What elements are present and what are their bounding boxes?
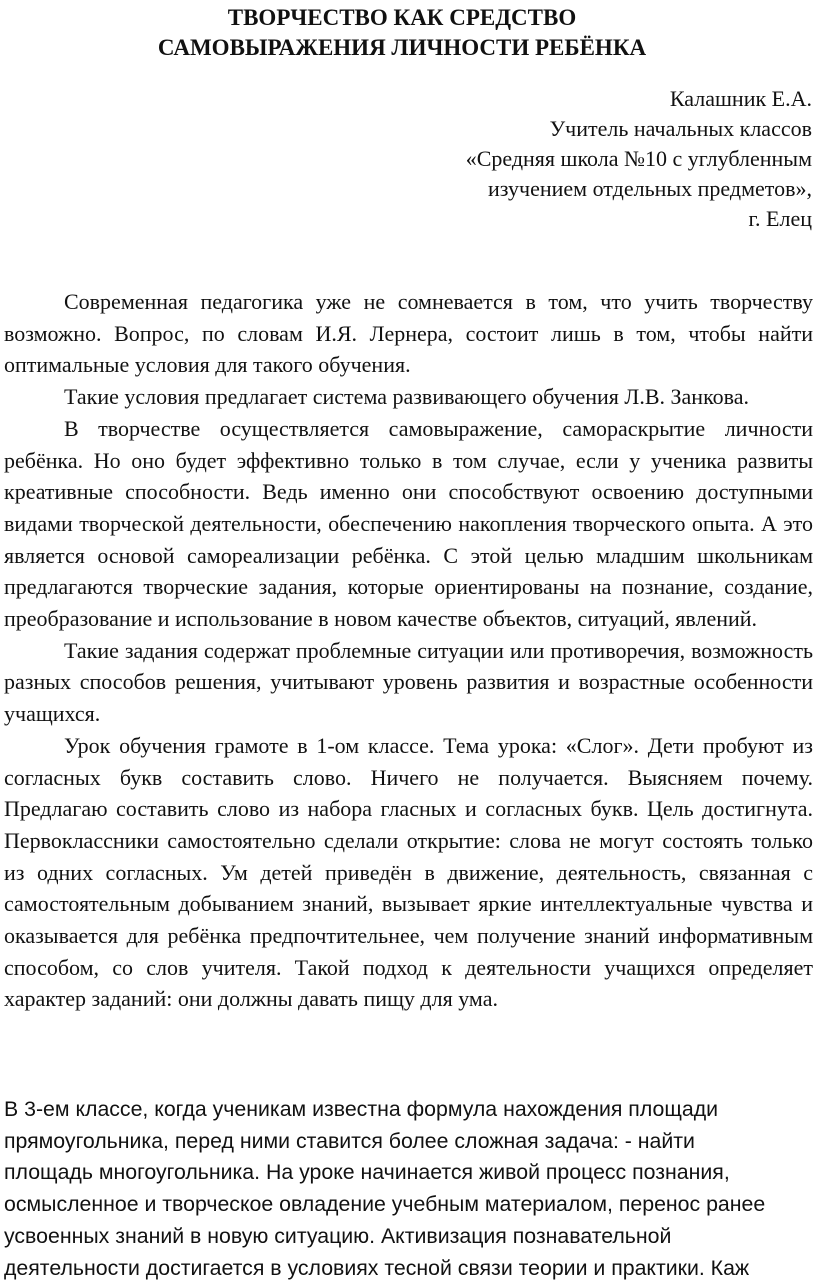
author-school-line-1: «Средняя школа №10 с углубленным bbox=[465, 146, 812, 171]
paragraph-4: Такие задания содержат проблемные ситуации или противоречия, возможность разных способов решения, учитывают уровень развития и возрастные особенности учащихся. bbox=[4, 637, 813, 727]
author-city: г. Елец bbox=[748, 206, 812, 231]
final-line-4: осмысленное и творческое овладение учебным материалом, перенос ранее bbox=[4, 1192, 766, 1217]
paragraph-2: Такие условия предлагает система развивающего обучения Л.В. Занкова. bbox=[64, 384, 750, 410]
author-block bbox=[252, 84, 812, 234]
author-name: Калашник Е.А. bbox=[669, 86, 812, 111]
title-line-2: САМОВЫРАЖЕНИЯ ЛИЧНОСТИ РЕБЁНКА bbox=[157, 35, 647, 60]
author-school-line-2: изучением отдельных предметов», bbox=[488, 176, 812, 201]
final-line-6: деятельности достигается в условиях тесной связи теории и практики. Каж bbox=[4, 1255, 750, 1280]
author-position: Учитель начальных классов bbox=[549, 116, 812, 141]
final-line-1: В 3-ем классе, когда ученикам известна формула нахождения площади bbox=[4, 1097, 719, 1121]
article-body bbox=[4, 286, 813, 1015]
paragraph-3: В творчестве осуществляется самовыражение, самораскрытие личности ребёнка. Но оно будет эффективно только в том случае, если у ученика развиты креативные способности. Ведь именно они способствуют освоению доступными видами творческой деятельности, обеспечению накопления творческого опыта. А это является основой самореализации ребёнка. С этой целью младшим школьникам предлагаются творческие задания, которые ориентированы на познание, создание, преобразование и использование в новом качестве объектов, ситуаций, явлений. bbox=[4, 415, 813, 632]
final-line-3: площадь многоугольника. На уроке начинается живой процесс познания, bbox=[4, 1160, 730, 1185]
final-line-2: прямоугольника, перед ними ставится более сложная задача: - найти bbox=[4, 1128, 695, 1153]
paragraph-5: Урок обучения грамоте в 1-ом классе. Тема урока: «Слог». Дети пробуют из согласных букв составить слово. Ничего не получается. Выясняем почему. Предлагаю составить слово из набора гласных и согласных букв. Цель достигнута. Первоклассники самостоятельно сделали открытие: слова не могут состоять только из одних согласных. Ум детей приведён в движение, деятельность, связанная с самостоятельным добыванием знаний, вызывает яркие интеллектуальные чувства и оказывается для ребёнка предпочтительнее, чем получение знаний информативным способом, со слов учителя. Такой подход к деятельности учащихся определяет характер заданий: они должны давать пищу для ума. bbox=[4, 732, 813, 1012]
final-line-5: усвоенных знаний в новую ситуацию. Активизация познавательной bbox=[4, 1223, 672, 1248]
paragraph-1: Современная педагогика уже не сомневается в том, что учить творчеству возможно. Вопрос, по словам И.Я. Лернера, состоит лишь в том, чтобы найти оптимальные условия для такого обучения. bbox=[4, 289, 813, 378]
final-block bbox=[4, 1094, 816, 1284]
document-title bbox=[0, 3, 816, 63]
title-line-1: ТВОРЧЕСТВО КАК СРЕДСТВО bbox=[227, 5, 577, 30]
